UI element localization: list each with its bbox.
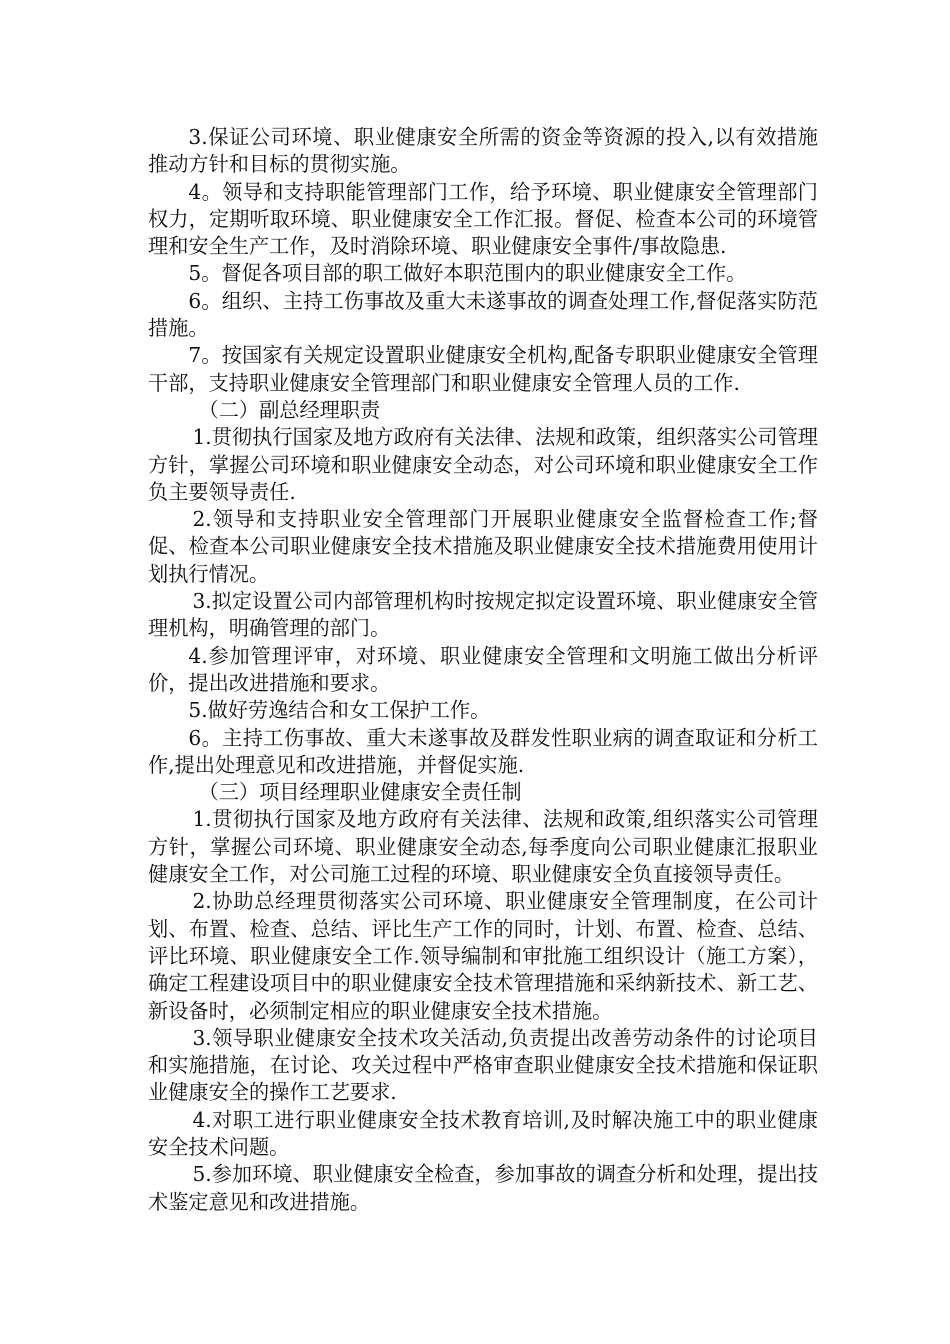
paragraph-deputy-item-3: 3.拟定设置公司内部管理机构时按规定拟定设置环境、职业健康安全管理机构，明确管理的部门。	[148, 589, 818, 641]
paragraph-pm-item-3: 3.领导职业健康安全技术攻关活动,负责提出改善劳动条件的讨论项目和实施措施，在讨论、攻关过程中严格审查职业健康安全技术措施和保证职业健康安全的操作工艺要求.	[148, 1025, 818, 1105]
section-heading-deputy-manager: （二）副总经理职责	[198, 397, 381, 422]
document-body	[148, 124, 818, 1216]
paragraph-deputy-item-5: 5.做好劳逸结合和女工保护工作。	[188, 698, 491, 723]
paragraph-deputy-item-4: 4.参加管理评审，对环境、职业健康安全管理和文明施工做出分析评价，提出改进措施和要求。	[148, 643, 818, 695]
paragraph-item-5-supervise-projects: 5。督促各项目部的职工做好本职范围内的职业健康安全工作。	[188, 261, 747, 286]
paragraph-item-3-funding: 3.保证公司环境、职业健康安全所需的资金等资源的投入,以有效措施推动方针和目标的贯彻实施。	[148, 125, 818, 177]
paragraph-pm-item-2: 2.协助总经理贯彻落实公司环境、职业健康安全管理制度，在公司计划、布置、检查、总结、评比生产工作的同时，计划、布置、检查、总结、评比环境、职业健康安全工作.领导编制和审批施工组织设计（施工方案），确定工程建设项目中的职业健康安全技术管理措施和采纳新技术、新工艺、新设备时，必须制定相应的职业健康安全技术措施。	[148, 889, 818, 1023]
paragraph-deputy-item-2: 2.领导和支持职业安全管理部门开展职业健康安全监督检查工作;督促、检查本公司职业健康安全技术措施及职业健康安全技术措施费用使用计划执行情况。	[148, 507, 818, 586]
paragraph-item-4-support-departments: 4。领导和支持职能管理部门工作，给予环境、职业健康安全管理部门权力，定期听取环境、职业健康安全工作汇报。督促、检查本公司的环境管理和安全生产工作，及时消除环境、职业健康安全事件/事故隐患.	[148, 179, 818, 259]
paragraph-item-6-accident-investigation: 6。组织、主持工伤事故及重大未遂事故的调查处理工作,督促落实防范措施。	[148, 288, 818, 341]
paragraph-pm-item-1: 1.贯彻执行国家及地方政府有关法律、法规和政策,组织落实公司管理方针，掌握公司环境、职业健康安全动态,每季度向公司职业健康汇报职业健康安全工作，对公司施工过程的环境、职业健康安全负直接领导责任。	[148, 807, 818, 887]
paragraph-item-7-safety-organization: 7。按国家有关规定设置职业健康安全机构,配备专职职业健康安全管理干部，支持职业健康安全管理部门和职业健康安全管理人员的工作.	[148, 343, 818, 395]
paragraph-pm-item-5: 5.参加环境、职业健康安全检查，参加事故的调查分析和处理，提出技术鉴定意见和改进措施。	[148, 1162, 818, 1214]
paragraph-deputy-item-1: 1.贯彻执行国家及地方政府有关法律、法规和政策，组织落实公司管理方针，掌握公司环境和职业健康安全动态，对公司环境和职业健康安全工作负主要领导责任.	[148, 425, 818, 504]
paragraph-deputy-item-6: 6。主持工伤事故、重大未遂事故及群发性职业病的调查取证和分析工作,提出处理意见和改进措施，并督促实施.	[148, 725, 818, 777]
section-heading-project-manager: （三）项目经理职业健康安全责任制	[198, 780, 522, 805]
paragraph-pm-item-4: 4.对职工进行职业健康安全技术教育培训,及时解决施工中的职业健康安全技术问题。	[148, 1107, 818, 1159]
